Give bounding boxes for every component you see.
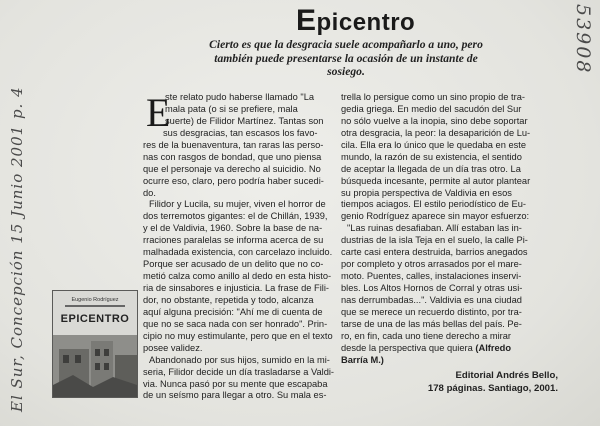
text-line: gedia griega. En medio del sacudón del Sur — [341, 103, 522, 114]
article-title: Epicentro — [296, 4, 416, 37]
text-line: ste relato pudo haberse llamado "La — [165, 92, 315, 102]
text-line: nas derrumbadas...". Valdivia es una ciudad — [341, 294, 522, 305]
building-ruins-illustration — [53, 335, 137, 397]
review-signature: (Alfredo — [472, 342, 512, 353]
text-line: nas con rasgos de bondad, que uno piensa — [143, 151, 322, 162]
text-line: sus desgracias, tan escasos los favo- — [163, 127, 318, 138]
book-credits: Editorial Andrés Bello, 178 páginas. Santiago, 2001. — [427, 370, 558, 394]
text-line: cipio no muy estimulante, pero que en el texto — [143, 330, 333, 341]
text-line: mala pata (o si se prefiere, mala — [165, 103, 298, 114]
text-line: Abandonado por sus hijos, sumido en la mi- — [149, 354, 330, 365]
text-line: metió calza como anillo al dedo en esta histo- — [143, 271, 332, 282]
text-line: búsqueda incesante, permite al autor plantear — [341, 175, 531, 186]
text-line: carte casi entera destruida, barrios anegados — [341, 247, 528, 258]
text-line: ro, en fin, cada uno tiene derecho a mirar — [341, 330, 512, 341]
text-line: genio Rodríguez aparece sin mayor esfuerzo: — [341, 211, 530, 222]
text-line: que no se saca nada con ser honrado". Prin- — [143, 318, 328, 329]
handwritten-source-note: El Sur, Concepción 15 Junio 2001 p. 4 — [8, 86, 26, 412]
text-line: otra desgracia, la peor: la desaparición de Lu- — [341, 127, 531, 138]
article-subtitle: Cierto es que la desgracia suele acompañarlo a uno, pero también puede presentarse la ocasión de un instante de sosiego. — [209, 38, 483, 78]
text-line: suerte) de Filidor Martínez. Tantas son — [165, 115, 324, 126]
text-line: via. Nunca pasó por su mente que escapaba — [143, 378, 328, 389]
book-cover-rule — [65, 305, 125, 307]
text-line: que se merece un recuerdo distinto, por tra- — [341, 306, 522, 317]
book-cover-image — [52, 290, 138, 398]
text-line: do. — [143, 187, 156, 198]
text-line: "Las ruinas desafiaban. Allí estaban las in- — [347, 223, 522, 234]
text-line: tiempos aciagos. El estilo periodístico de Eu- — [341, 199, 526, 210]
text-line: ocurre eso, claro, pero podría haber sucedi- — [143, 175, 324, 186]
text-line: no sólo vuelve a la inopia, sino debe soportar — [341, 115, 528, 126]
text-line: ria de sinsabores e injusticia. La frase de Fili- — [143, 283, 330, 293]
text-line: dustrias de la isla Teja en el suelo, la calle Pi- — [341, 235, 528, 246]
text-line: rraciones paralelas se informa acerca de su — [143, 235, 324, 246]
text-line: cila. Ella era lo único que le quedaba en este — [341, 139, 527, 150]
text-line: de aceptar la llegada de un día tras otro. La — [341, 163, 521, 174]
text-line: malhadada existencia, con carcelazo incluido. — [143, 247, 333, 258]
review-signature: Barría M.) — [341, 354, 384, 365]
text-line: dos terremotos gigantes: el de Chillán, 1939, — [143, 211, 328, 222]
handwritten-archive-number: 53908 — [572, 4, 594, 75]
text-line: dor, no obstante, repetida y todo, alcanza — [143, 294, 314, 305]
text-line: mundo, la razón de su existencia, el sentido — [341, 151, 522, 162]
text-line: aquí alguna precisión: "Ahí me di cuenta de — [143, 306, 323, 317]
text-line: por completo y otros arrasados por el mare- — [341, 259, 522, 270]
text-line: trella lo persigue como un sino propio de tra- — [341, 92, 525, 102]
text-line: seria, Filidor decide un día trasladarse a Valdi- — [143, 366, 335, 377]
text-line: bles. Los Altos Hornos de Corral y otras usi- — [341, 283, 523, 293]
drop-cap: E — [146, 90, 171, 135]
text-line: Porque ser acusado de un delito que no co- — [143, 259, 324, 270]
text-line: su propia perspectiva de Valdivia en esos — [341, 187, 512, 198]
book-cover-author: Eugenio Rodríguez — [71, 297, 119, 303]
text-line: desde la perspectiva que quiera (Alfredo — [341, 342, 512, 353]
text-line: y el de Valdivia, 1960. Sobre la base de na- — [143, 223, 323, 234]
text-line: tarse de una de las más bellas del país. Pe- — [341, 318, 522, 329]
text-line: moto. Puentes, calles, instalaciones inservi- — [341, 271, 522, 282]
text-line: de un seísmo para llegar a otro. Su mala es- — [143, 390, 327, 401]
text-line: Filidor y Lucila, su mujer, viven el horror de — [149, 199, 326, 210]
text-line: posee validez. — [143, 342, 203, 353]
book-cover-title: EPICENTRO — [60, 313, 130, 325]
text-line: res de la buenaventura, tan raras las perso- — [143, 139, 324, 150]
text-line: que el personaje va derecho al suicidio. No — [143, 163, 321, 174]
right-column — [341, 92, 530, 367]
left-column — [143, 92, 334, 402]
